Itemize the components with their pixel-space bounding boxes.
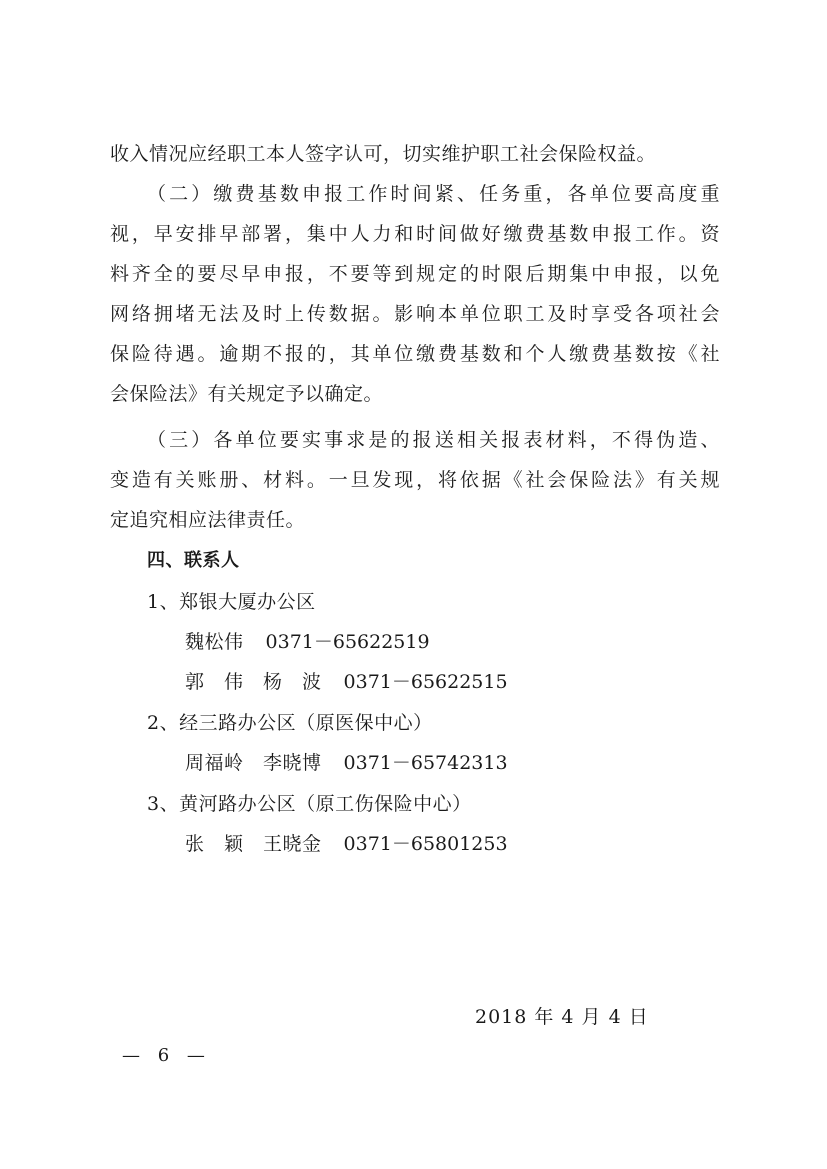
paragraph-line: 会保险法》有关规定予以确定。 — [110, 383, 384, 405]
contact-row — [185, 630, 430, 654]
office-title: 1、郑银大厦办公区 — [147, 591, 316, 613]
office-title: 3、黄河路办公区（原工伤保险中心） — [147, 793, 472, 815]
contact-phone: 0371－65622515 — [343, 671, 508, 693]
page-number: — 6 — — [122, 1045, 211, 1066]
contact-row — [185, 670, 508, 694]
contact-phone: 0371－65742313 — [343, 752, 508, 774]
paragraph-line: （三）各单位要实事求是的报送相关报表材料，不得伪造、 — [147, 429, 720, 451]
section-heading: 四、联系人 — [147, 550, 240, 571]
contact-phone: 0371－65801253 — [343, 833, 508, 855]
paragraph-line: 保险待遇。逾期不报的，其单位缴费基数和个人缴费基数按《社 — [110, 343, 720, 365]
paragraph-line: 变造有关账册、材料。一旦发现，将依据《社会保险法》有关规 — [110, 469, 720, 491]
contact-names: 郭 伟 杨 波 — [185, 671, 322, 693]
paragraph-line: 收入情况应经职工本人签字认可，切实维护职工社会保险权益。 — [110, 143, 657, 165]
paragraph-line: 料齐全的要尽早申报，不要等到规定的时限后期集中申报，以免 — [110, 263, 720, 285]
paragraph-line: 网络拥堵无法及时上传数据。影响本单位职工及时享受各项社会 — [110, 303, 720, 325]
paragraph-line: 定追究相应法律责任。 — [110, 509, 306, 531]
contact-names: 周福岭 李晓博 — [185, 752, 322, 774]
paragraph-line: 视，早安排早部署，集中人力和时间做好缴费基数申报工作。资 — [110, 223, 720, 245]
contact-names: 魏松伟 — [185, 631, 244, 653]
contact-row — [185, 751, 508, 775]
contact-row — [185, 832, 508, 856]
office-title: 2、经三路办公区（原医保中心） — [147, 712, 433, 734]
document-date: 2018 年 4 月 4 日 — [475, 1006, 649, 1028]
contact-phone: 0371－65622519 — [265, 631, 430, 653]
contact-names: 张 颖 王晓金 — [185, 833, 322, 855]
paragraph-line: （二）缴费基数申报工作时间紧、任务重，各单位要高度重 — [147, 183, 720, 205]
